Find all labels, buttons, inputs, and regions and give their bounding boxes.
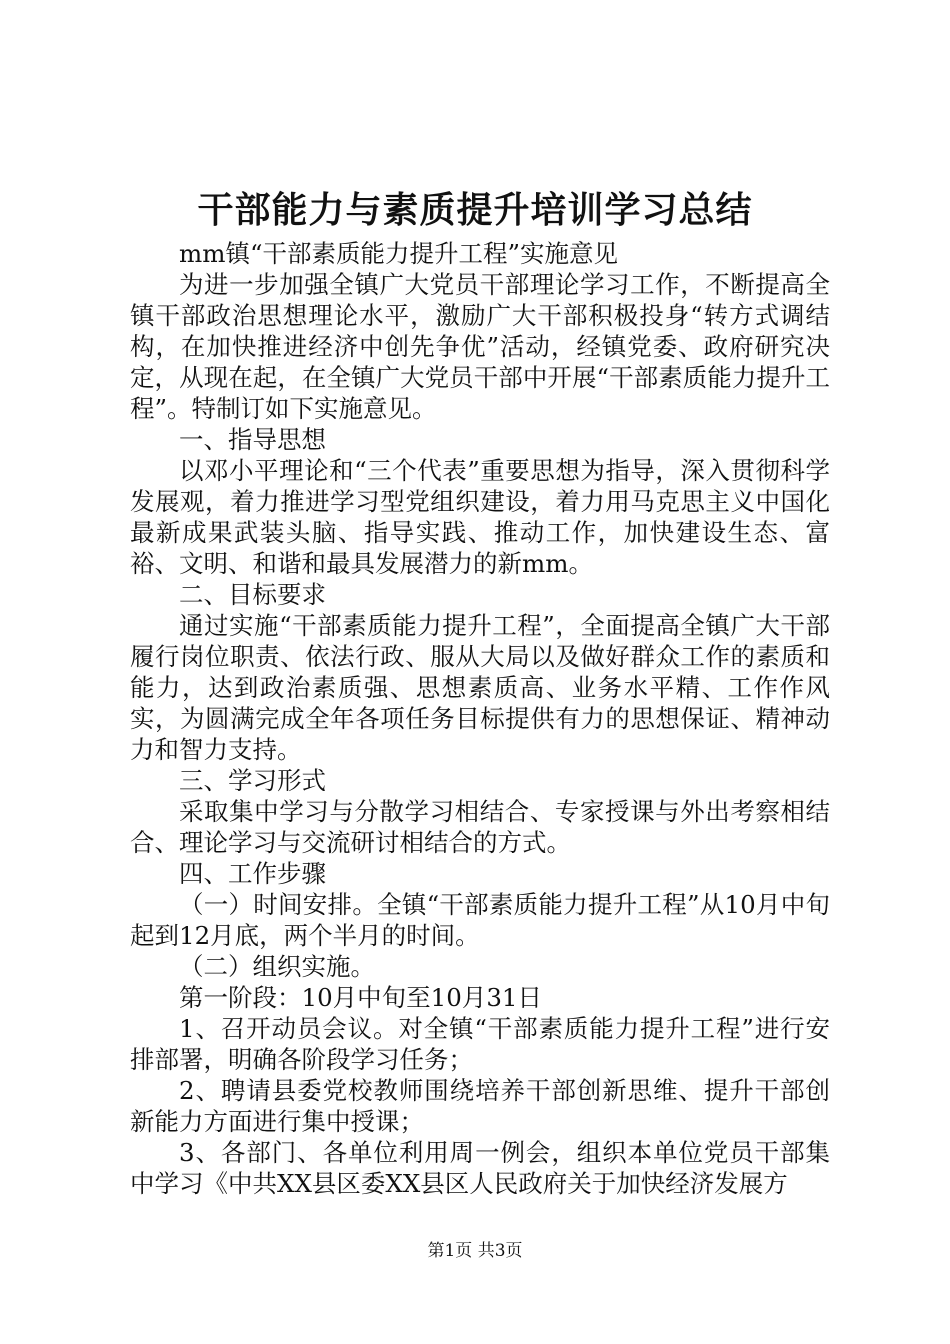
paragraph-learning-form: 采取集中学习与分散学习相结合、专家授课与外出考察相结合、理论学习与交流研讨相结合的方式。 [130,797,830,857]
paragraph-step-1: 1、召开动员会议。对全镇“干部素质能力提升工程”进行安排部署，明确各阶段学习任务； [130,1014,830,1074]
paragraph-intro: 为进一步加强全镇广大党员干部理论学习工作，不断提高全镇干部政治思想理论水平，激励广大干部积极投身“转方式调结构，在加快推进经济中创先争优”活动，经镇党委、政府研究决定，从现在起，在全镇广大党员干部中开展“干部素质能力提升工程”。特制订如下实施意见。 [130,270,830,423]
document-body [130,238,830,1199]
section-heading-work-steps: 四、工作步骤 [179,859,326,888]
paragraph-phase-one: 第一阶段：10月中旬至10月31日 [179,983,543,1012]
section-heading-goals: 二、目标要求 [179,580,326,609]
paragraph-step-2: 2、聘请县委党校教师围绕培养干部创新思维、提升干部创新能力方面进行集中授课； [130,1076,830,1136]
page-number-footer: 第1页 共3页 [427,1241,523,1261]
document-title: 干部能力与素质提升培训学习总结 [197,189,753,231]
paragraph-time-schedule: （一）时间安排。全镇“干部素质能力提升工程”从10月中旬起到12月底，两个半月的时间。 [130,890,830,950]
paragraph-guiding-thought: 以邓小平理论和“三个代表”重要思想为指导，深入贯彻科学发展观，着力推进学习型党组织建设，着力用马克思主义中国化最新成果武装头脑、指导实践、推动工作，加快建设生态、富裕、文明、和谐和最具发展潜力的新mm。 [130,456,830,578]
paragraph-goals: 通过实施“干部素质能力提升工程”，全面提高全镇广大干部履行岗位职责、依法行政、服从大局以及做好群众工作的素质和能力，达到政治素质强、思想素质高、业务水平精、工作作风实，为圆满完成全年各项任务目标提供有力的思想保证、精神动力和智力支持。 [130,611,830,764]
section-heading-guiding-thought: 一、指导思想 [179,425,326,454]
paragraph-step-3: 3、各部门、各单位利用周一例会，组织本单位党员干部集中学习《中共XX县区委XX县区人民政府关于加快经济发展方 [130,1138,830,1198]
paragraph-organization: （二）组织实施。 [179,952,375,981]
section-heading-learning-form: 三、学习形式 [179,766,326,795]
paragraph-subtitle: mm镇“干部素质能力提升工程”实施意见 [179,239,619,268]
